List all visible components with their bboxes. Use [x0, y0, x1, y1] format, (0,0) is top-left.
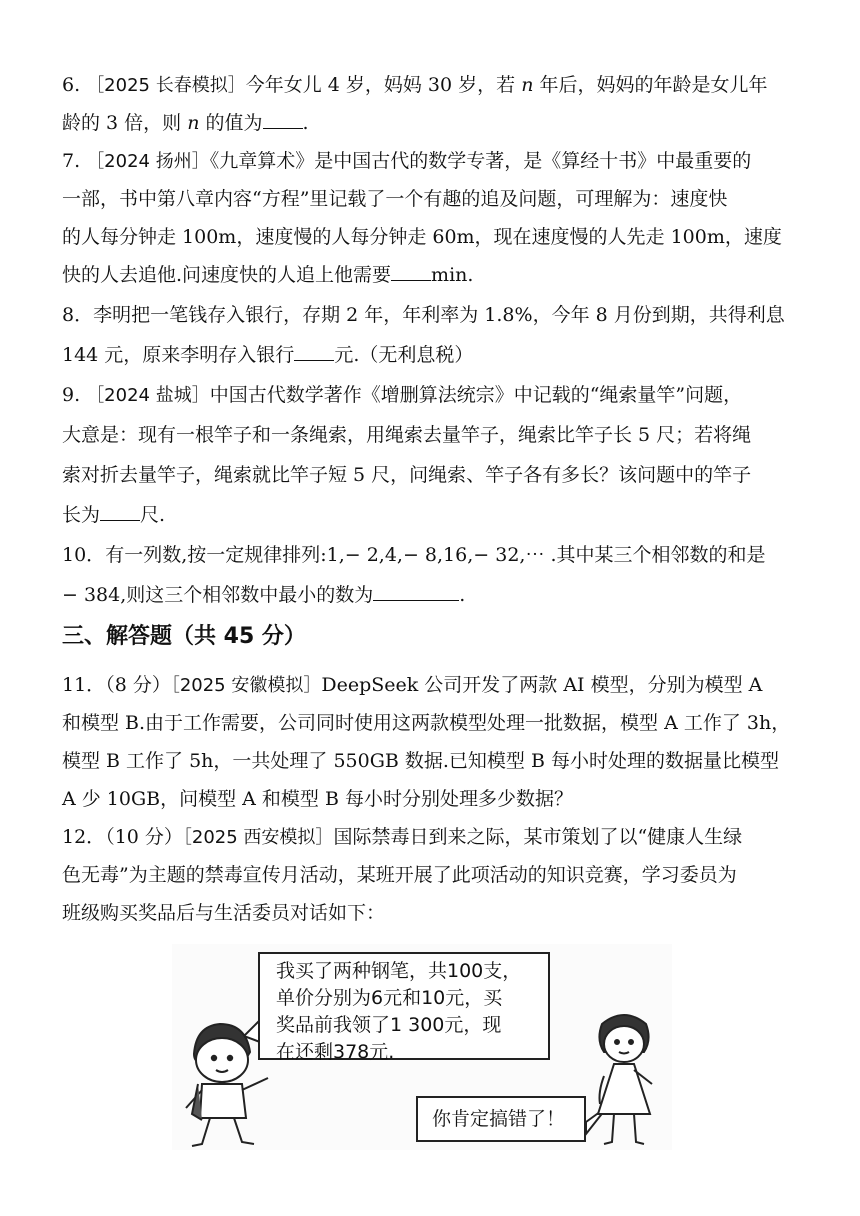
- q10-text-2a: − 384,则这三个相邻数中最小的数为: [62, 584, 374, 606]
- q7-text-4b: min.: [431, 264, 474, 286]
- q6-line-2: [62, 110, 309, 136]
- q10-line-2: [62, 582, 465, 608]
- q7-text-4a: 快的人去追他.问速度快的人追上他需要: [62, 264, 392, 286]
- boy-speech-bubble: [258, 952, 550, 1063]
- q10-text-1: 有一列数,按一定规律排列:1,− 2,4,− 8,16,− 32,⋯ .其中某三个相邻数的和是: [105, 544, 766, 566]
- q8-number: 8．: [62, 304, 94, 326]
- q11-number: 11．: [62, 674, 106, 696]
- q11-text-3: 模型 B 工作了 5h，一共处理了 550GB 数据.已知模型 B 每小时处理的数据量比模型: [62, 750, 779, 772]
- q7-line-3: [62, 224, 782, 250]
- q7-text-2: 一部，书中第八章内容“方程”里记载了一个有趣的追及问题，可理解为：速度快: [62, 188, 728, 210]
- q11-text-2: 和模型 B.由于工作需要，公司同时使用这两款模型处理一批数据，模型 A 工作了 3h，: [62, 712, 791, 734]
- q8-text-1: 李明把一笔钱存入银行，存期 2 年，年利率为 1.8%，今年 8 月份到期，共得利息: [93, 304, 785, 326]
- q6-text-2b: 的值为: [199, 112, 263, 134]
- q7-text-3: 的人每分钟走 100m，速度慢的人每分钟走 60m，现在速度慢的人先走 100m，速度: [62, 226, 782, 248]
- q12-number: 12．: [62, 826, 106, 848]
- q6-text-2a: 龄的 3 倍，则: [62, 112, 188, 134]
- q8-line-2: [62, 342, 473, 368]
- boy-figure: [186, 1024, 268, 1146]
- q9-line-3: [62, 462, 751, 488]
- q12-line-1: [62, 824, 742, 851]
- q8-line-1: [62, 302, 785, 328]
- q9-text-1: 中国古代数学著作《增删算法统宗》中记载的“绳索量竿”问题，: [209, 384, 743, 406]
- q6-text-1b: 年后，妈妈的年龄是女儿年: [533, 74, 768, 96]
- q11-line-1: [62, 672, 762, 699]
- q8-text-2b: 元.（无利息税）: [334, 344, 474, 366]
- q12-line-3: [62, 900, 385, 926]
- q6-answer-blank[interactable]: [263, 110, 303, 129]
- q11-line-2: [62, 710, 790, 736]
- q7-line-4: [62, 262, 473, 288]
- q7-line-1: [62, 148, 751, 175]
- q11-source: ［2025 安徽模拟］: [170, 675, 322, 696]
- q12-line-2: [62, 862, 737, 888]
- girl-speech-bubble: [416, 1096, 586, 1142]
- q6-line-1: [62, 72, 767, 99]
- q6-variable: n: [521, 74, 534, 96]
- q12-source: ［2025 西安模拟］: [182, 827, 334, 848]
- q11-text-1: DeepSeek 公司开发了两款 AI 模型，分别为模型 A: [321, 674, 763, 696]
- q10-line-1: [62, 542, 766, 568]
- q11-line-3: [62, 748, 779, 774]
- q9-text-4a: 长为: [62, 504, 101, 526]
- q6-text-2c: .: [302, 112, 309, 134]
- q9-text-4b: 尺.: [140, 504, 166, 526]
- q9-answer-blank[interactable]: [100, 502, 140, 521]
- q9-source: ［2024 盐城］: [86, 385, 210, 406]
- boy-speech-line-3: 奖品前我领了1 300元，现: [276, 1014, 502, 1036]
- q9-number: 9.: [62, 384, 81, 406]
- q6-number: 6.: [62, 74, 81, 96]
- q10-number: 10．: [62, 544, 106, 566]
- q7-source: ［2024 扬州］: [86, 151, 210, 172]
- q8-answer-blank[interactable]: [294, 342, 334, 361]
- q12-text-3: 班级购买奖品后与生活委员对话如下：: [62, 902, 386, 924]
- q11-score: （8 分）: [105, 674, 171, 696]
- girl-figure: [598, 1015, 652, 1144]
- q12-text-2: 色无毒”为主题的禁毒宣传月活动，某班开展了此项活动的知识竞赛，学习委员为: [62, 864, 737, 886]
- q10-text-2b: .: [459, 584, 466, 606]
- q11-line-4: [62, 786, 573, 812]
- q6-source: ［2025 长春模拟］: [86, 75, 246, 96]
- boy-speech-line-2: 单价分别为6元和10元，买: [276, 987, 503, 1009]
- q7-line-2: [62, 186, 727, 212]
- q11-text-4: A 少 10GB，问模型 A 和模型 B 每小时分别处理多少数据？: [62, 788, 573, 810]
- q9-line-1: [62, 382, 742, 409]
- q12-score: （10 分）: [105, 826, 183, 848]
- section-heading: 三、解答题（共 45 分）: [62, 624, 306, 649]
- q7-answer-blank[interactable]: [391, 262, 431, 281]
- boy-speech-line-4: 在还剩378元.: [276, 1041, 395, 1063]
- q9-text-3: 索对折去量竿子，绳索就比竿子短 5 尺，问绳索、竿子各有多长？该问题中的竿子: [62, 464, 752, 486]
- q12-text-1: 国际禁毒日到来之际，某市策划了以“健康人生绿: [333, 826, 743, 848]
- q7-text-1: 《九章算术》是中国古代的数学专著，是《算经十书》中最重要的: [209, 150, 752, 172]
- q9-line-4: [62, 502, 165, 528]
- q7-number: 7.: [62, 150, 81, 172]
- girl-speech-text: 你肯定搞错了！: [432, 1108, 566, 1130]
- q9-text-2: 大意是：现有一根竿子和一条绳索，用绳索去量竿子，绳索比竿子长 5 尺；若将绳: [62, 424, 752, 446]
- boy-speech-line-1: 我买了两种钢笔，共100支，: [276, 960, 522, 982]
- q9-line-2: [62, 422, 751, 448]
- dialogue-illustration: [172, 944, 672, 1150]
- q10-answer-blank[interactable]: [373, 582, 459, 601]
- q8-text-2a: 144 元，原来李明存入银行: [62, 344, 295, 366]
- q6-variable-2: n: [187, 112, 200, 134]
- q6-text-1a: 今年女儿 4 岁，妈妈 30 岁，若: [245, 74, 522, 96]
